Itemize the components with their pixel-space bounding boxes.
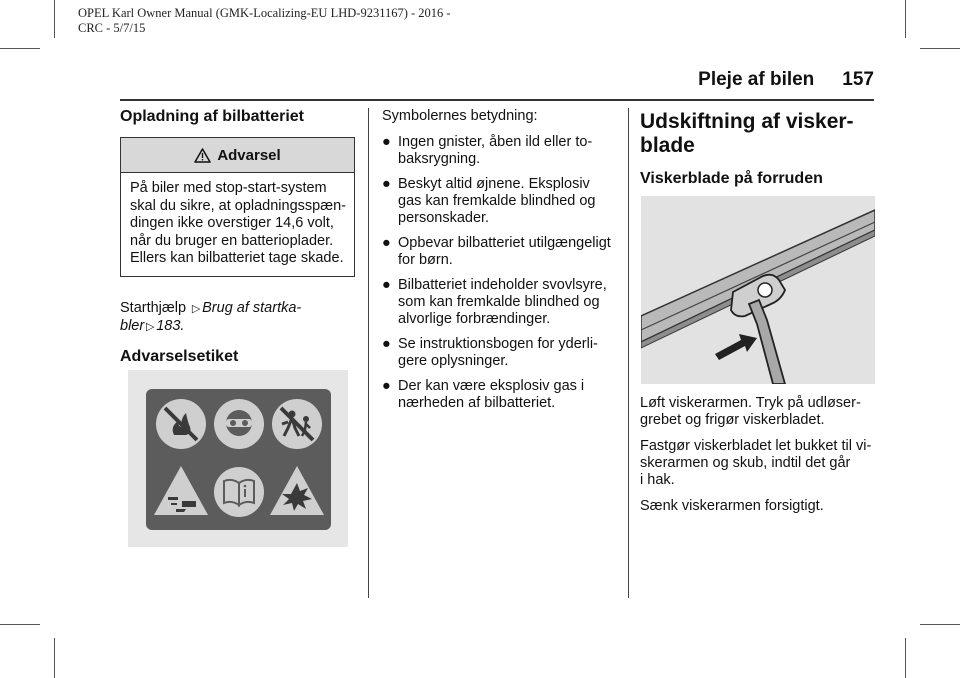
list-item xyxy=(382,235,618,269)
warning-line: På biler med stop-start-system xyxy=(130,180,327,196)
header-rule xyxy=(120,99,874,101)
warning-line: skal du sikre, at opladningsspæn- xyxy=(130,197,347,214)
wiper-instructions xyxy=(640,395,876,515)
title-line: Udskiftning af visker- xyxy=(640,110,854,133)
crop-mark xyxy=(0,48,40,49)
section-title-battery-charging: Opladning af bilbatteriet xyxy=(120,108,305,125)
column-divider xyxy=(628,108,629,598)
instruction-paragraph xyxy=(640,498,876,515)
battery-warning-label-image xyxy=(128,370,348,547)
running-head xyxy=(698,69,874,91)
instruction-line: Løft viskerarmen. Tryk på udløser- xyxy=(640,395,861,411)
list-item xyxy=(382,134,618,168)
list-item-line: alvorlige forbrændinger. xyxy=(398,311,551,327)
list-item-line: Beskyt altid øjnene. Eksplosiv xyxy=(398,176,590,192)
bullet-marker: ● xyxy=(382,277,391,293)
list-item-line: Opbevar bilbatteriet utilgængeligt xyxy=(398,235,611,251)
wiper-blade-illustration xyxy=(641,196,875,384)
list-item xyxy=(382,277,618,328)
instruction-line: skerarmen og skub, indtil det går xyxy=(640,455,851,471)
no-flame-icon xyxy=(154,397,208,451)
list-item-line: Se instruktionsbogen for yderli- xyxy=(398,336,598,352)
read-manual-icon xyxy=(212,465,266,519)
column-divider xyxy=(368,108,369,598)
instruction-line: grebet og frigør viskerbladet. xyxy=(640,412,825,428)
jump-start-reference xyxy=(120,300,356,336)
section-title-wiper-replacement xyxy=(640,110,876,158)
list-item-line: Ingen gnister, åben ild eller to- xyxy=(398,134,593,150)
crop-mark xyxy=(920,624,960,625)
list-item xyxy=(382,176,618,227)
crop-mark xyxy=(905,0,906,38)
jump-prefix: Starthjælp xyxy=(120,299,187,316)
subheading-windscreen-wipers: Viskerblade på forruden xyxy=(640,170,823,187)
list-item-line: personskader. xyxy=(398,210,490,226)
crop-mark xyxy=(0,624,40,625)
instruction-line: Sænk viskerarmen forsigtigt. xyxy=(640,498,824,514)
bullet-marker: ● xyxy=(382,336,391,352)
list-item-line: Bilbatteriet indeholder svovlsyre, xyxy=(398,277,607,293)
warning-line: når du bruger en batterioplader. xyxy=(130,232,334,249)
warning-line: dingen ikke overstiger 14,6 volt, xyxy=(130,215,334,231)
warning-line: Ellers kan bilbatteriet tage skade. xyxy=(130,250,344,266)
list-item-line: Der kan være eksplosiv gas i xyxy=(398,378,585,394)
instruction-line: i hak. xyxy=(640,472,675,488)
running-title: Pleje af bilen xyxy=(698,69,815,90)
crop-mark xyxy=(920,48,960,49)
crop-mark xyxy=(54,0,55,38)
instruction-line: Fastgør viskerbladet let bukket til vi- xyxy=(640,438,872,454)
explosion-hazard-icon xyxy=(268,463,326,519)
warning-header xyxy=(121,138,354,173)
arrow-right-outline-icon: ▷ xyxy=(191,302,201,315)
wiper-blade-drawing xyxy=(641,196,875,384)
keep-children-away-icon xyxy=(270,397,324,451)
list-item-line: for børn. xyxy=(398,252,453,268)
title-line: blade xyxy=(640,134,695,157)
list-item-line: gas kan fremkalde blindhed og xyxy=(398,193,596,209)
eye-protection-icon xyxy=(212,397,266,451)
crop-mark xyxy=(905,638,906,678)
bullet-marker: ● xyxy=(382,176,391,192)
label-panel xyxy=(146,389,331,530)
list-item-line: nærheden af bilbatteriet. xyxy=(398,395,556,411)
acid-hazard-icon xyxy=(152,463,210,519)
column-wiper-blades xyxy=(640,108,876,514)
list-item xyxy=(382,378,618,412)
bullet-marker: ● xyxy=(382,235,391,251)
bullet-marker: ● xyxy=(382,378,391,394)
warning-text xyxy=(121,173,354,276)
list-item-line: baksrygning. xyxy=(398,151,481,167)
bullet-marker: ● xyxy=(382,134,391,150)
document-meta: OPEL Karl Owner Manual (GMK-Localizing-EU LHD-9231167) - 2016 - CRC - 5/7/15 xyxy=(78,6,451,35)
xref-page[interactable]: 183. xyxy=(156,317,185,334)
list-item xyxy=(382,336,618,370)
instruction-paragraph xyxy=(640,395,876,429)
list-item-line: som kan fremkalde blindhed og xyxy=(398,294,600,310)
warning-title: Advarsel xyxy=(217,146,281,164)
list-item-line: gere oplysninger. xyxy=(398,353,509,369)
symbols-intro: Symbolernes betydning: xyxy=(382,108,538,124)
arrow-right-outline-icon: ▷ xyxy=(145,320,155,333)
column-battery-charging xyxy=(120,108,356,365)
crop-mark xyxy=(54,638,55,678)
column-symbol-meanings xyxy=(382,108,618,412)
xref-link[interactable]: Brug af startka- xyxy=(202,299,302,316)
warning-box xyxy=(120,137,355,277)
xref-link-continued[interactable]: bler xyxy=(120,317,145,334)
page-number: 157 xyxy=(842,69,874,90)
warning-triangle-icon xyxy=(194,148,211,163)
instruction-paragraph xyxy=(640,438,876,489)
section-title-warning-label: Advarselsetiket xyxy=(120,347,239,365)
